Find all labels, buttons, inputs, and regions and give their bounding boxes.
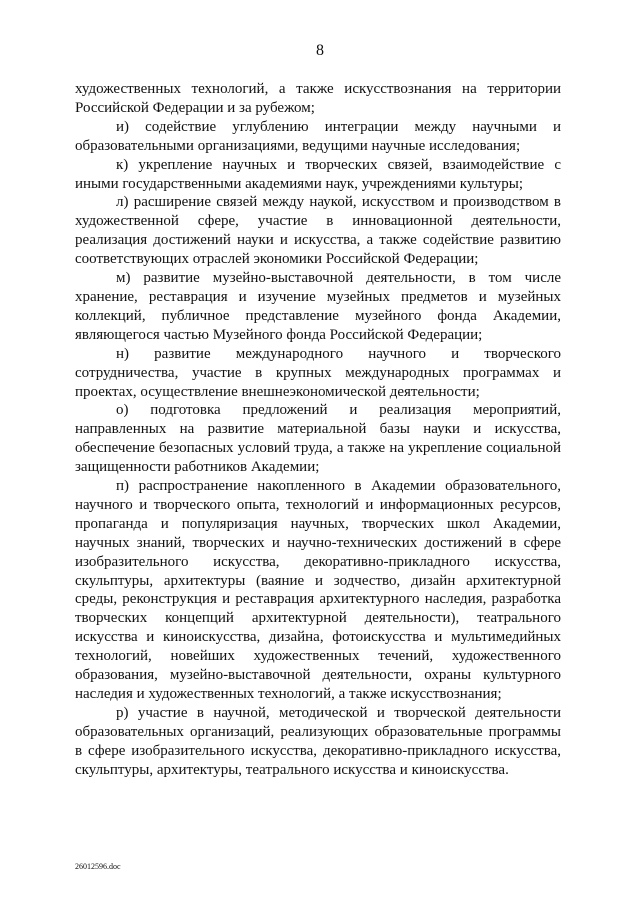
paragraph-item-k: к) укрепление научных и творческих связей, взаимодействие с иными государственными академиями наук, учреждениями культуры; — [75, 156, 561, 192]
paragraph-item-i: и) содействие углублению интеграции между научными и образовательными организациями, ведущими научные исследования; — [75, 118, 561, 154]
paragraph-item-l: л) расширение связей между наукой, искусством и производством в художественной сфере, участие в инновационной деятельности, реализация достижений науки и искусства, а также содействие развитию соответствующих отраслей экономики Российской Федерации; — [75, 194, 561, 268]
paragraph-continuation: художественных технологий, а также искусствознания на территории Российской Федерации и за рубежом; — [75, 81, 561, 116]
paragraph-item-o: о) подготовка предложений и реализация мероприятий, направленных на развитие материальной базы науки и искусства, обеспечение безопасных условий труда, а также на укрепление социальной защищенности работников Академии; — [75, 402, 561, 476]
paragraph-item-m: м) развитие музейно-выставочной деятельности, в том числе хранение, реставрация и изучение музейных предметов и музейных коллекций, публичное представление музейного фонда Академии, являющегося частью Музейного фонда Российской Федерации; — [75, 270, 561, 343]
document-body — [75, 80, 561, 780]
paragraph-item-n: н) развитие международного научного и творческого сотрудничества, участие в крупных международных программах и проектах, осуществление внешнеэкономической деятельности; — [75, 345, 561, 400]
document-footer-filename: 26012596.doc — [75, 862, 121, 871]
page-number: 8 — [316, 42, 324, 59]
paragraph-item-p: п) распространение накопленного в Академии образовательного, научного и творческого опыта, технологий и информационных ресурсов, пропаганда и популяризация научных, творческих школ Академии, научных знаний, творческих и научно-технических достижений в сфере изобразительного искусства, декоративно-прикладного искусства, скульптуры, архитектуры (ваяние и зодчество, дизайн архитектурной среды, реконструкция и реставрация архитектурного наследия, разработка творческих концепций архитектурной деятельности), театрального искусства и киноискусства, дизайна, фотоискусства и мультимедийных технологий, новейших художественных течений, художественного образования, музейно-выставочной деятельности, охраны культурного наследия и художественных технологий, а также искусствознания; — [75, 478, 561, 702]
paragraph-item-r: р) участие в научной, методической и творческой деятельности образовательных организаций, реализующих образовательные программы в сфере изобразительного искусства, декоративно-прикладного искусства, скульптуры, архитектуры, театрального искусства и киноискусства. — [75, 704, 561, 778]
